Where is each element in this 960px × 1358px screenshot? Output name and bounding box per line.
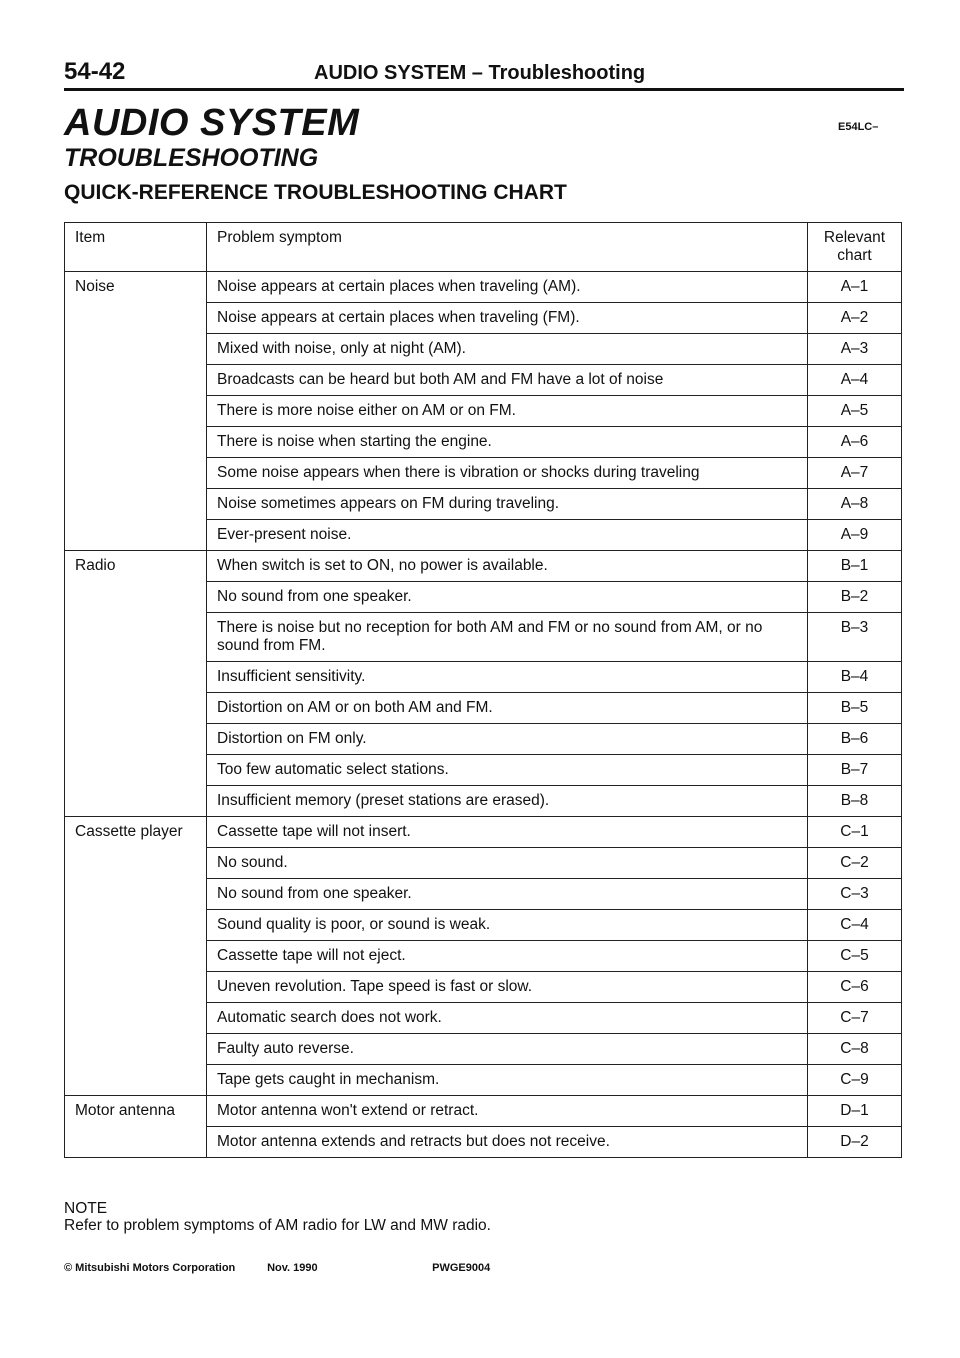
problem-cell: Cassette tape will not insert. [207,817,808,848]
table-row [65,272,902,303]
footer-date: Nov. 1990 [267,1262,318,1274]
page-title: AUDIO SYSTEM [64,102,360,144]
problem-cell: Distortion on AM or on both AM and FM. [207,693,808,724]
table-body [65,272,902,1158]
chart-ref-cell: B–7 [808,755,902,786]
chart-ref-cell: B–6 [808,724,902,755]
problem-cell: Uneven revolution. Tape speed is fast or slow. [207,972,808,1003]
problem-cell: Distortion on FM only. [207,724,808,755]
chart-ref-cell: B–1 [808,551,902,582]
problem-cell: There is noise but no reception for both AM and FM or no sound from AM, or no sound from FM. [207,613,808,662]
troubleshooting-table [64,222,902,1158]
problem-cell: Motor antenna won't extend or retract. [207,1096,808,1127]
problem-cell: Motor antenna extends and retracts but does not receive. [207,1127,808,1158]
item-cell: Cassette player [65,817,207,1096]
problem-cell: Automatic search does not work. [207,1003,808,1034]
chart-ref-cell: A–3 [808,334,902,365]
table-header-row [65,223,902,272]
chart-ref-cell: C–1 [808,817,902,848]
page-number: 54-42 [64,58,126,85]
chart-ref-cell: B–2 [808,582,902,613]
chart-ref-cell: B–4 [808,662,902,693]
chart-ref-cell: B–3 [808,613,902,662]
section-title: AUDIO SYSTEM – Troubleshooting [314,62,646,84]
problem-cell: No sound from one speaker. [207,879,808,910]
chart-ref-cell: C–4 [808,910,902,941]
problem-cell: Ever-present noise. [207,520,808,551]
chart-ref-cell: C–9 [808,1065,902,1096]
chart-ref-cell: C–3 [808,879,902,910]
item-cell: Motor antenna [65,1096,207,1158]
note [64,1200,491,1234]
problem-cell: Insufficient sensitivity. [207,662,808,693]
problem-cell: No sound. [207,848,808,879]
problem-cell: Noise appears at certain places when traveling (FM). [207,303,808,334]
chart-ref-cell: D–2 [808,1127,902,1158]
item-cell: Noise [65,272,207,551]
chart-ref-cell: A–6 [808,427,902,458]
chart-ref-cell: C–8 [808,1034,902,1065]
table-row [65,1096,902,1127]
problem-cell: There is noise when starting the engine. [207,427,808,458]
chart-ref-cell: A–7 [808,458,902,489]
chart-ref-cell: C–7 [808,1003,902,1034]
note-text: Refer to problem symptoms of AM radio for LW and MW radio. [64,1217,491,1234]
chart-ref-cell: A–9 [808,520,902,551]
problem-cell: Tape gets caught in mechanism. [207,1065,808,1096]
page-header [64,58,904,91]
chart-ref-cell: C–6 [808,972,902,1003]
chart-title: QUICK-REFERENCE TROUBLESHOOTING CHART [64,181,567,204]
section-code: E54LC– [838,121,879,133]
header-chart: Relevant chart [808,223,902,272]
table-row [65,551,902,582]
chart-ref-cell: A–5 [808,396,902,427]
problem-cell: Noise appears at certain places when traveling (AM). [207,272,808,303]
chart-ref-cell: D–1 [808,1096,902,1127]
problem-cell: Some noise appears when there is vibration or shocks during traveling [207,458,808,489]
page-subtitle: TROUBLESHOOTING [64,144,319,172]
item-cell: Radio [65,551,207,817]
chart-ref-cell: A–2 [808,303,902,334]
header-item: Item [65,223,207,272]
problem-cell: Broadcasts can be heard but both AM and FM have a lot of noise [207,365,808,396]
chart-ref-cell: B–5 [808,693,902,724]
footer-copyright: © Mitsubishi Motors Corporation [64,1262,236,1274]
problem-cell: Cassette tape will not eject. [207,941,808,972]
problem-cell: There is more noise either on AM or on FM. [207,396,808,427]
chart-ref-cell: C–5 [808,941,902,972]
note-label: NOTE [64,1200,108,1217]
footer-code: PWGE9004 [432,1262,491,1274]
chart-ref-cell: C–2 [808,848,902,879]
problem-cell: Mixed with noise, only at night (AM). [207,334,808,365]
problem-cell: When switch is set to ON, no power is available. [207,551,808,582]
chart-ref-cell: B–8 [808,786,902,817]
page-footer [64,1262,490,1274]
header-problem: Problem symptom [207,223,808,272]
chart-ref-cell: A–8 [808,489,902,520]
problem-cell: No sound from one speaker. [207,582,808,613]
problem-cell: Sound quality is poor, or sound is weak. [207,910,808,941]
problem-cell: Insufficient memory (preset stations are erased). [207,786,808,817]
problem-cell: Too few automatic select stations. [207,755,808,786]
problem-cell: Faulty auto reverse. [207,1034,808,1065]
table-row [65,817,902,848]
problem-cell: Noise sometimes appears on FM during traveling. [207,489,808,520]
chart-ref-cell: A–4 [808,365,902,396]
chart-ref-cell: A–1 [808,272,902,303]
